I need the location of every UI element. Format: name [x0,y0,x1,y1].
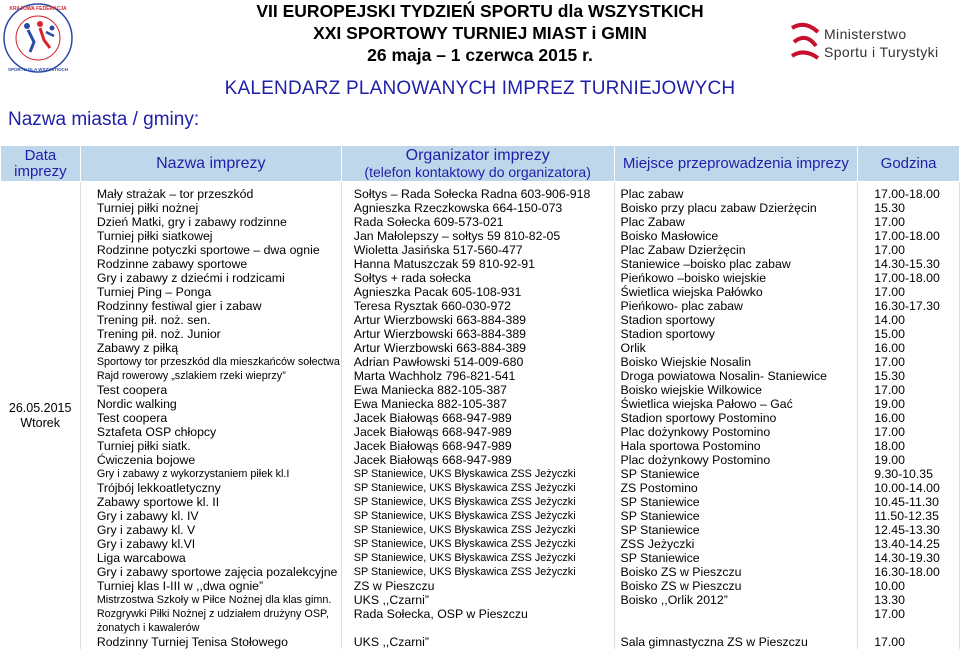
place-item: Świetlica wiejska Pałowo – Gać [621,397,858,411]
place-item: SP Staniewice [621,495,858,509]
organizer-item: Jacek Białowąs 668-947-989 [354,439,614,453]
organizer-item: Agnieszka Pacak 605-108-931 [354,285,614,299]
event-date: 26.05.2015 [1,401,80,416]
organizer-item: Rada Sołecka, OSP w Pieszczu [354,607,614,621]
title-line-1: VII EUROPEJSKI TYDZIEŃ SPORTU dla WSZYSTKICH [160,1,800,22]
event-item: Rodzinny Turniej Tenisa Stołowego [97,635,341,649]
organizer-item: SP Staniewice, UKS Błyskawica ZSS Jeżyczki [354,537,614,551]
time-item: 11.50-12.35 [874,509,959,523]
place-item [621,621,858,635]
places-cell [614,182,858,649]
event-item: Rajd rowerowy „szlakiem rzeki wieprzy” [97,369,341,383]
time-item: 10.00 [874,579,959,593]
place-item: Pieńkowo- plac zabaw [621,299,858,313]
time-item: 19.00 [874,453,959,467]
event-item: Zabawy sportowe kl. II [97,495,341,509]
time-item: 16.30-18.00 [874,565,959,579]
place-item: Boisko ,,Orlik 2012” [621,593,858,607]
organizer-item: Adrian Pawłowski 514-009-680 [354,355,614,369]
organizer-item: Agnieszka Rzeczkowska 664-150-073 [354,201,614,215]
title-line-2: XXI SPORTOWY TURNIEJ MIAST i GMIN [160,22,800,44]
time-item: 13.30 [874,593,959,607]
organizer-item: SP Staniewice, UKS Błyskawica ZSS Jeżyczki [354,509,614,523]
organizer-item: SP Staniewice, UKS Błyskawica ZSS Jeżyczki [354,565,614,579]
time-item: 17.00 [874,243,959,257]
place-item: SP Staniewice [621,551,858,565]
time-item: 17.00 [874,355,959,369]
event-item: Gry i zabawy z wykorzystaniem piłek kl.I [97,467,341,481]
place-item: Boisko Masłowice [621,229,858,243]
place-item: Plac Zabaw [621,215,858,229]
city-label: Nazwa miasta / gminy: [8,109,199,131]
place-item: Stadion sportowy Postomino [621,411,858,425]
calendar-subtitle: KALENDARZ PLANOWANYCH IMPREZ TURNIEJOWYCH [160,77,800,101]
header-place: Miejsce przeprowadzenia imprezy [614,146,858,182]
organizer-item: SP Staniewice, UKS Błyskawica ZSS Jeżyczki [354,481,614,495]
time-item: 17.00 [874,607,959,621]
event-item: Gry i zabawy z dziećmi i rodzicami [97,271,341,285]
place-item: Boisko Wiejskie Nosalin [621,355,858,369]
event-item: Gry i zabawy sportowe zajęcia pozalekcyjne [97,565,341,579]
event-item: Gry i zabawy kl. V [97,523,341,537]
event-item: Turniej Ping – Ponga [97,285,341,299]
event-item: Turniej klas I-III w ,,dwa ognie” [97,579,341,593]
time-item: 10.45-11.30 [874,495,959,509]
organizer-item: SP Staniewice, UKS Błyskawica ZSS Jeżyczki [354,467,614,481]
time-item: 12.45-13.30 [874,523,959,537]
header-organizer [341,146,614,182]
time-item: 9.30-10.35 [874,467,959,481]
table-row [1,182,960,649]
event-item: Ćwiczenia bojowe [97,453,341,467]
event-weekday: Wtorek [1,416,80,431]
organizer-item: Ewa Maniecka 882-105-387 [354,383,614,397]
place-item: ZSS Jeżyczki [621,537,858,551]
events-list [97,187,341,649]
time-item: 18.00 [874,439,959,453]
organizer-item: Teresa Rysztak 660-030-972 [354,299,614,313]
organizer-item: Artur Wierzbowski 663-884-389 [354,313,614,327]
time-item: 19.00 [874,397,959,411]
event-item: Test coopera [97,383,341,397]
time-item: 17.00-18.00 [874,229,959,243]
time-item: 14.30-19.30 [874,551,959,565]
event-item: Gry i zabawy kl. IV [97,509,341,523]
header-time: Godzina [858,146,960,182]
header-event-label: Nazwa imprezy [156,155,265,172]
event-item: Zabawy z piłką [97,341,341,355]
organizer-item: Jacek Białowąs 668-947-989 [354,425,614,439]
time-item: 15.00 [874,327,959,341]
event-item: Liga warcabowa [97,551,341,565]
place-item: SP Staniewice [621,467,858,481]
event-item: Mały strażak – tor przeszkód [97,187,341,201]
place-item: SP Staniewice [621,509,858,523]
time-item [874,621,959,635]
organizer-item: Jacek Białowąs 668-947-989 [354,411,614,425]
organizer-item: UKS ,,Czarni” [354,635,614,649]
time-item: 17.00 [874,383,959,397]
organizer-item: ZS w Pieszczu [354,579,614,593]
organizer-item: Jan Małolepszy – sołtys 59 810-82-05 [354,229,614,243]
time-item: 14.30-15.30 [874,257,959,271]
event-item: Trening pił. noż. sen. [97,313,341,327]
time-item: 17.00 [874,215,959,229]
organizers-cell [341,182,614,649]
event-item: Nordic walking [97,397,341,411]
organizer-item: Artur Wierzbowski 663-884-389 [354,341,614,355]
place-item: Plac Zabaw Dzierżęcin [621,243,858,257]
place-item: Stadion sportowy [621,313,858,327]
ministry-emblem-icon [790,22,820,62]
place-item: Sala gimnastyczna ZS w Pieszczu [621,635,858,649]
events-table [0,145,960,649]
event-item: Rozgrywki Piłki Nożnej z udziałem drużyny OSP, [97,607,341,621]
ministry-line-1: Ministerstwo [824,25,939,43]
time-item: 10.00-14.00 [874,481,959,495]
title-line-3: 26 maja – 1 czerwca 2015 r. [160,44,800,66]
organizer-item: Sołtys + rada sołecka [354,271,614,285]
organizer-item: SP Staniewice, UKS Błyskawica ZSS Jeżyczki [354,523,614,537]
organizer-item: SP Staniewice, UKS Błyskawica ZSS Jeżyczki [354,495,614,509]
federation-logo [2,2,74,74]
organizer-item: UKS ,,Czarni” [354,593,614,607]
place-item: SP Staniewice [621,523,858,537]
time-item: 15.30 [874,369,959,383]
table-header-row [1,146,960,182]
place-item: Boisko wiejskie Wilkowice [621,383,858,397]
time-item: 17.00-18.00 [874,187,959,201]
organizer-item [354,621,614,635]
logo-text-top: KRAJOWA FEDERACJA [9,6,67,12]
event-item: Rodzinne zabawy sportowe [97,257,341,271]
times-cell [858,182,960,649]
organizer-item: Artur Wierzbowski 663-884-389 [354,327,614,341]
time-item: 15.30 [874,201,959,215]
event-item: Turniej piłki nożnej [97,201,341,215]
organizer-item: Jacek Białowąs 668-947-989 [354,453,614,467]
event-item: Gry i zabawy kl.VI [97,537,341,551]
organizers-list [354,187,614,649]
place-item: Plac dożynkowy Postomino [621,453,858,467]
event-item: Sztafeta OSP chłopcy [97,425,341,439]
title-block [160,0,800,101]
times-list [874,187,959,649]
date-cell [1,182,81,649]
event-item: Dzień Matki, gry i zabawy rodzinne [97,215,341,229]
time-item: 17.00-18.00 [874,271,959,285]
ministry-line-2: Sportu i Turystyki [824,43,939,61]
event-item: Trójbój lekkoatletyczny [97,481,341,495]
place-item: ZS Postomino [621,481,858,495]
ministry-logo [790,18,960,78]
place-item: Boisko przy placu zabaw Dzierżęcin [621,201,858,215]
time-item: 14.00 [874,313,959,327]
organizer-item: Hanna Matuszczak 59 810-92-91 [354,257,614,271]
document-header [0,0,960,145]
time-item: 16.00 [874,411,959,425]
organizer-item: Sołtys – Rada Sołecka Radna 603-906-918 [354,187,614,201]
place-item: Stadion sportowy [621,327,858,341]
place-item: Staniewice –boisko plac zabaw [621,257,858,271]
event-item: Test coopera [97,411,341,425]
place-item: Boisko ZS w Pieszczu [621,579,858,593]
places-list [621,187,858,649]
event-item: żonatych i kawalerów [97,621,341,635]
organizer-item: SP Staniewice, UKS Błyskawica ZSS Jeżyczki [354,551,614,565]
place-item [621,607,858,621]
organizer-item: Marta Wachholz 796-821-541 [354,369,614,383]
event-item: Turniej piłki siatk. [97,439,341,453]
place-item: Hala sportowa Postomino [621,439,858,453]
place-item: Pieńkowo –boisko wiejskie [621,271,858,285]
place-item: Plac zabaw [621,187,858,201]
time-item: 16.30-17.30 [874,299,959,313]
organizer-item: Rada Sołecka 609-573-021 [354,215,614,229]
time-item: 16.00 [874,341,959,355]
header-date: Data imprezy [1,146,81,182]
event-item: Trening pił. noż. Junior [97,327,341,341]
organizer-item: Ewa Maniecka 882-105-387 [354,397,614,411]
event-item: Sportowy tor przeszkód dla mieszkańców sołectwa [97,355,341,369]
header-event [80,146,341,182]
header-organizer-line-1: Organizator imprezy [342,148,614,164]
organizer-item: Wioletta Jasińska 517-560-477 [354,243,614,257]
logo-text-bottom: SPORTU DLA WSZYSTKICH [8,67,68,72]
place-item: Plac dożynkowy Postomino [621,425,858,439]
event-item: Mistrzostwa Szkoły w Piłce Nożnej dla klas gimn. [97,593,341,607]
time-item: 17.00 [874,425,959,439]
time-item: 17.00 [874,285,959,299]
event-item: Rodzinne potyczki sportowe – dwa ognie [97,243,341,257]
event-item: Turniej piłki siatkowej [97,229,341,243]
header-organizer-line-2: (telefon kontaktowy do organizatora) [342,164,614,180]
place-item: Droga powiatowa Nosalin- Staniewice [621,369,858,383]
place-item: Boisko ZS w Pieszczu [621,565,858,579]
time-item: 17.00 [874,635,959,649]
time-item: 13.40-14.25 [874,537,959,551]
events-cell [80,182,341,649]
place-item: Orlik [621,341,858,355]
place-item: Świetlica wiejska Pałówko [621,285,858,299]
event-item: Rodzinny festiwal gier i zabaw [97,299,341,313]
